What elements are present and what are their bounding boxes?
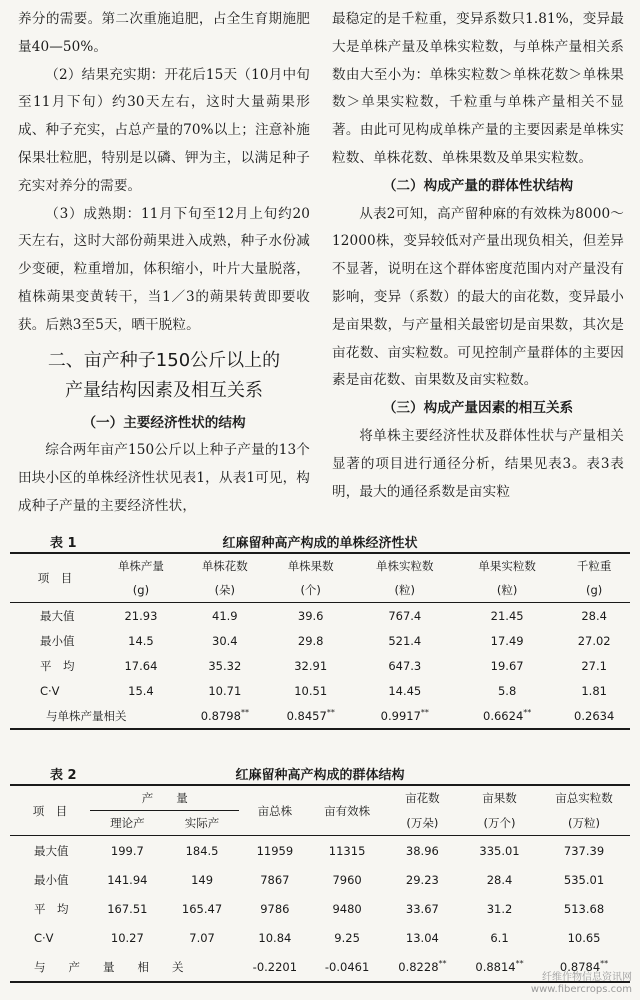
table-cell: 647.3 (388, 658, 422, 673)
paragraph: 从表2可知，高产留种麻的有效株为8000～12000株，变异较低对产量出现负相关，但差异不显著，说明在这个群体密度范围内对产量没有影响，变异（系数）的最大的亩花数，变异最小是亩果数，与产量相关最密切是亩果数，其次是亩花数、亩实粒数。可见控制产量群体的主要因素是亩花数、亩果数及亩实粒数。 (332, 205, 624, 389)
table-cell: 10.65 (567, 930, 601, 945)
table-2-header-row (10, 785, 630, 811)
table-2-unit: (万朵) (406, 815, 439, 830)
table-2-unit: (万粒) (568, 815, 601, 830)
section-heading-line: 二、亩产种子150公斤以上的 (47, 349, 281, 371)
table-row (10, 678, 630, 703)
table-row (10, 923, 630, 952)
table-1-title: 红麻留种高产构成的单株经济性状 (222, 536, 418, 551)
table-1-unit: (朵) (214, 583, 236, 597)
table-cell: 27.02 (577, 633, 611, 648)
row-label: 平 均 (40, 658, 75, 673)
table-cell: 13.04 (405, 930, 439, 945)
left-column (18, 6, 310, 521)
table-1-col-header: 千粒重 (576, 559, 612, 573)
table-cell: 199.7 (110, 843, 144, 858)
table-2-grid (10, 784, 630, 983)
table-row (10, 894, 630, 923)
table-cell: 513.68 (563, 901, 605, 916)
table-cell: 141.94 (107, 872, 148, 887)
row-label: C·V (34, 930, 54, 945)
correlation-label: 与单株产量相关 (46, 708, 127, 723)
table-cell: 27.1 (581, 658, 607, 673)
table-cell: 165.47 (181, 901, 223, 916)
table-1-unit: (粒) (394, 583, 416, 597)
table-2-col-header: 亩总实粒数 (555, 791, 613, 806)
table-2-col-header: 亩花数 (405, 791, 440, 806)
table-cell: 11959 (256, 843, 294, 858)
table-cell: 767.4 (388, 608, 422, 623)
table-cell: 33.67 (405, 901, 439, 916)
table-cell: -0.0461 (324, 959, 370, 974)
section-heading-line: 产量结构因素及相互关系 (65, 379, 263, 401)
row-label: 最大值 (34, 843, 69, 858)
table-1-col-header: 单株实粒数 (376, 559, 434, 573)
correlation-label: 与 产 量 相 关 (34, 959, 184, 974)
table-2-title: 红麻留种高产构成的群体结构 (235, 768, 405, 783)
table-2-caption (10, 762, 630, 784)
table-cell: 38.96 (405, 843, 439, 858)
row-label: 平 均 (34, 901, 69, 916)
watermark-line: 纤维作物信息资讯网 (542, 972, 632, 983)
table-1-col-header: 单株果数 (287, 559, 334, 573)
row-label: 最小值 (40, 633, 75, 648)
table-1-unit-row (10, 578, 630, 603)
paragraph: （2）结果充实期：开花后15天（10月中旬至11月下旬）约30天左右，这时大量蒴果形成、种子充实，占总产量的70%以上；注意补施保果壮粒肥，特别是以磷、钾为主，以满足种子充实对养分的需要。 (18, 66, 310, 194)
table-1-caption (10, 530, 630, 552)
table-cell: 0.8814** (475, 959, 524, 974)
table-cell: 7.07 (189, 930, 215, 945)
table-cell: 15.4 (128, 683, 154, 698)
table-cell: 21.45 (490, 608, 524, 623)
table-cell: 335.01 (479, 843, 520, 858)
table-2-yield-header: 产 量 (90, 785, 239, 811)
table-cell: 0.9917** (380, 708, 429, 723)
table-cell: 19.67 (490, 658, 524, 673)
table-1-header-row (10, 553, 630, 578)
table-cell: 149 (191, 872, 214, 887)
table-cell: 11315 (328, 843, 366, 858)
table-cell: 14.5 (128, 633, 154, 648)
table-cell: 7960 (332, 872, 362, 887)
row-label: 最小值 (34, 872, 69, 887)
table-1-label: 表 1 (50, 536, 77, 551)
table-cell: 35.32 (208, 658, 242, 673)
right-column (332, 6, 624, 506)
table-cell: 10.27 (110, 930, 144, 945)
table-2-col-header: 亩总株 (257, 803, 293, 818)
table-cell: 0.2634 (574, 708, 615, 723)
row-label: C·V (40, 683, 60, 698)
table-1-grid (10, 552, 630, 730)
table-cell: 41.9 (212, 608, 238, 623)
table-cell: 9786 (260, 901, 290, 916)
table-cell: 32.91 (294, 658, 328, 673)
table-cell: 5.8 (497, 683, 517, 698)
table-cell: 10.84 (258, 930, 292, 945)
table-cell: 29.23 (405, 872, 439, 887)
table-cell: 0.6624** (483, 708, 532, 723)
table-cell: 28.4 (486, 872, 513, 887)
table-1-unit: (粒) (496, 583, 518, 597)
table-row (10, 653, 630, 678)
table-cell: 6.1 (490, 930, 509, 945)
table-2-item-header: 项 目 (32, 803, 68, 818)
table-1-unit: (g) (132, 583, 150, 597)
subsection-heading: （一）主要经济性状的结构 (82, 414, 246, 431)
table-cell: 17.49 (490, 633, 524, 648)
table-cell: 10.51 (294, 683, 328, 698)
table-cell: 0.8457** (286, 708, 335, 723)
table-2 (10, 762, 630, 983)
table-1 (10, 530, 630, 730)
subsection-heading: （三）构成产量因素的相互关系 (382, 400, 574, 417)
table-cell: 21.93 (124, 608, 158, 623)
table-cell: 0.8784** (559, 959, 609, 974)
paragraph: 综合两年亩产150公斤以上种子产量的13个田块小区的单株经济性状见表1，从表1可见，构成种子产量的主要经济性状， (18, 442, 310, 514)
table-cell: 0.8798** (200, 708, 249, 723)
table-cell: 9.25 (334, 930, 360, 945)
paragraph: （3）成熟期：11月下旬至12月上旬约20天左右，这时大部份蒴果进入成熟，种子水份减少变硬，粒重增加，体积缩小，叶片大量脱落，植株蒴果变黄转干，当1／3的蒴果转黄即要收获。后熟3至5天，晒干脱粒。 (18, 205, 310, 333)
table-row (10, 628, 630, 653)
table-cell: 17.64 (124, 658, 158, 673)
text-columns (18, 6, 624, 526)
table-cell: 30.4 (212, 633, 238, 648)
section-heading (18, 346, 310, 406)
paragraph: 最稳定的是千粒重，变异系数只1.81%，变异最大是单株产量及单株实粒数，与单株产量相关系数由大至小为：单株实粒数＞单株花数＞单株果数＞单果实粒数，千粒重与单株产量相关不显著。由此可见构成单株产量的主要因素是单株实粒数、单株花数、单株果数及单果实粒数。 (332, 11, 624, 166)
table-1-col-header: 单果实粒数 (478, 559, 536, 573)
table-1-col-header: 单株产量 (117, 559, 164, 573)
table-2-col-header: 亩果数 (482, 791, 517, 806)
table-1-item-header: 项 目 (37, 571, 73, 585)
table-cell: 7867 (260, 872, 290, 887)
watermark (531, 972, 632, 996)
table-cell: 0.8228** (398, 959, 447, 974)
row-label: 最大值 (40, 608, 75, 623)
table-cell: 535.01 (563, 872, 605, 887)
table-row (10, 865, 630, 894)
table-row (10, 836, 630, 866)
table-1-unit: (g) (586, 583, 603, 597)
table-2-label: 表 2 (50, 768, 77, 783)
table-cell: -0.2201 (252, 959, 298, 974)
table-row (10, 603, 630, 629)
subsection-heading: （二）构成产量的群体性状结构 (382, 177, 574, 194)
table-cell: 521.4 (388, 633, 422, 648)
paragraph: 将单株主要经济性状及群体性状与产量相关显著的项目进行通径分析，结果见表3。表3表明，最大的通径系数是亩实粒 (332, 427, 624, 500)
table-cell: 10.71 (208, 683, 242, 698)
table-cell: 29.8 (297, 633, 324, 648)
table-cell: 39.6 (297, 608, 324, 623)
table-2-yield-sub: 实际产 (184, 816, 220, 830)
table-2-unit: (万个) (483, 815, 516, 830)
table-row-correlation (10, 703, 630, 729)
table-cell: 167.51 (107, 901, 148, 916)
table-cell: 28.4 (581, 608, 607, 623)
table-cell: 1.81 (581, 683, 607, 698)
table-2-col-header: 亩有效株 (324, 803, 371, 818)
table-2-yield-sub: 理论产 (110, 816, 145, 830)
table-cell: 31.2 (486, 901, 513, 916)
table-cell: 184.5 (185, 843, 219, 858)
table-cell: 9480 (332, 901, 362, 916)
watermark-line: www.fibercrops.com (530, 984, 632, 995)
table-1-col-header: 单株花数 (201, 559, 248, 573)
table-cell: 14.45 (388, 683, 422, 698)
table-cell: 737.39 (563, 843, 605, 858)
paragraph: 养分的需要。第二次重施追肥，占全生育期施肥量40—50%。 (18, 11, 310, 55)
table-1-unit: (个) (300, 583, 321, 597)
